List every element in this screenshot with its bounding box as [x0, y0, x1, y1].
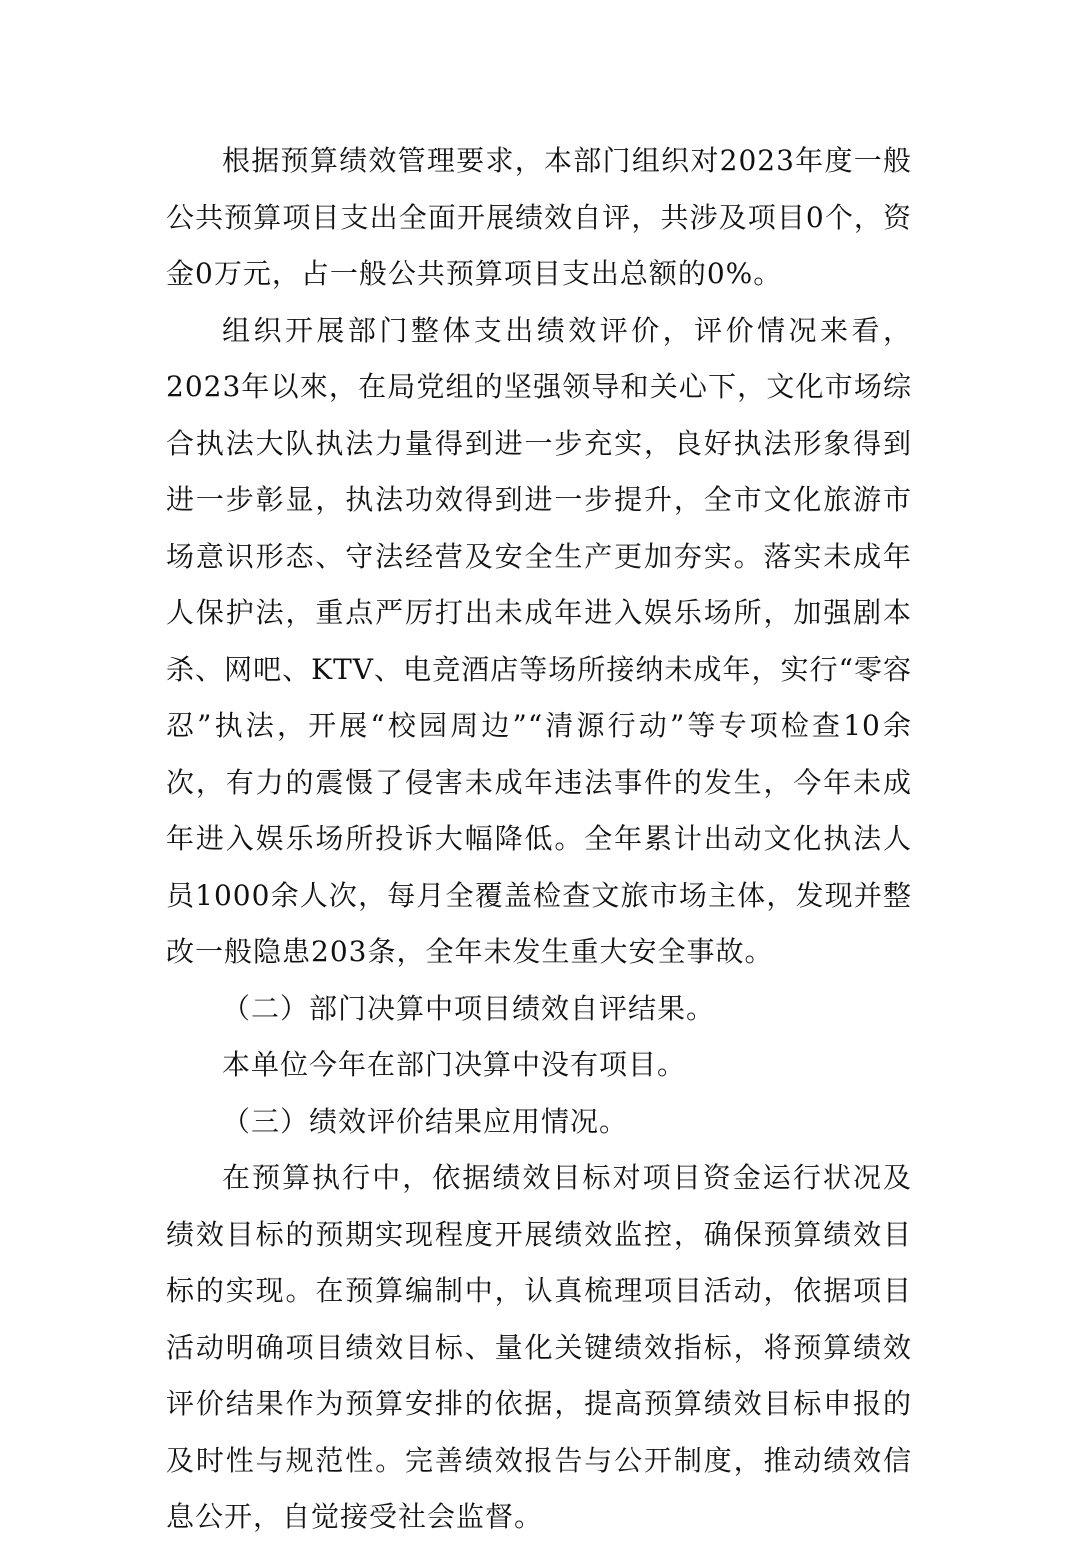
- document-body: [166, 133, 912, 1546]
- paragraph-no-projects: 本单位今年在部门决算中没有项目。: [222, 1048, 687, 1081]
- paragraph-result-application: 在预算执行中，依据绩效目标对项目资金运行状况及绩效目标的预期实现程度开展绩效监控，确保预算绩效目标的实现。在预算编制中，认真梳理项目活动，依据项目活动明确项目绩效目标、量化关键绩效指标，将预算绩效评价结果作为预算安排的依据，提高预算绩效目标申报的及时性与规范性。完善绩效报告与公开制度，推动绩效信息公开，自觉接受社会监督。: [166, 1161, 912, 1533]
- section-heading-project-self-evaluation: （二）部门决算中项目绩效自评结果。: [222, 991, 716, 1025]
- paragraph-overall-performance-evaluation: 组织开展部门整体支出绩效评价，评价情况来看，2023年以來，在局党组的坚强领导和关心下，文化市场综合执法大队执法力量得到进一步充实，良好执法形象得到进一步彰显，执法功效得到进一步提升，全市文化旅游市场意识形态、守法经营及安全生产更加夯实。落实未成年人保护法，重点严厉打出未成年进入娱乐场所，加强剧本杀、网吧、KTV、电竞酒店等场所接纳未成年，实行“零容忍”执法，开展“校园周边”“清源行动”等专项检查10余次，有力的震慑了侵害未成年违法事件的发生，今年未成年进入娱乐场所投诉大幅降低。全年累计出动文化执法人员1000余人次，每月全覆盖检查文旅市场主体，发现并整改一般隐患203条，全年未发生重大安全事故。: [166, 313, 912, 968]
- section-heading-result-application: （三）绩效评价结果应用情况。: [222, 1104, 629, 1138]
- paragraph-self-evaluation-overview: 根据预算绩效管理要求，本部门组织对2023年度一般公共预算项目支出全面开展绩效自评，共涉及项目0个，资金0万元，占一般公共预算项目支出总额的0%。: [166, 144, 912, 290]
